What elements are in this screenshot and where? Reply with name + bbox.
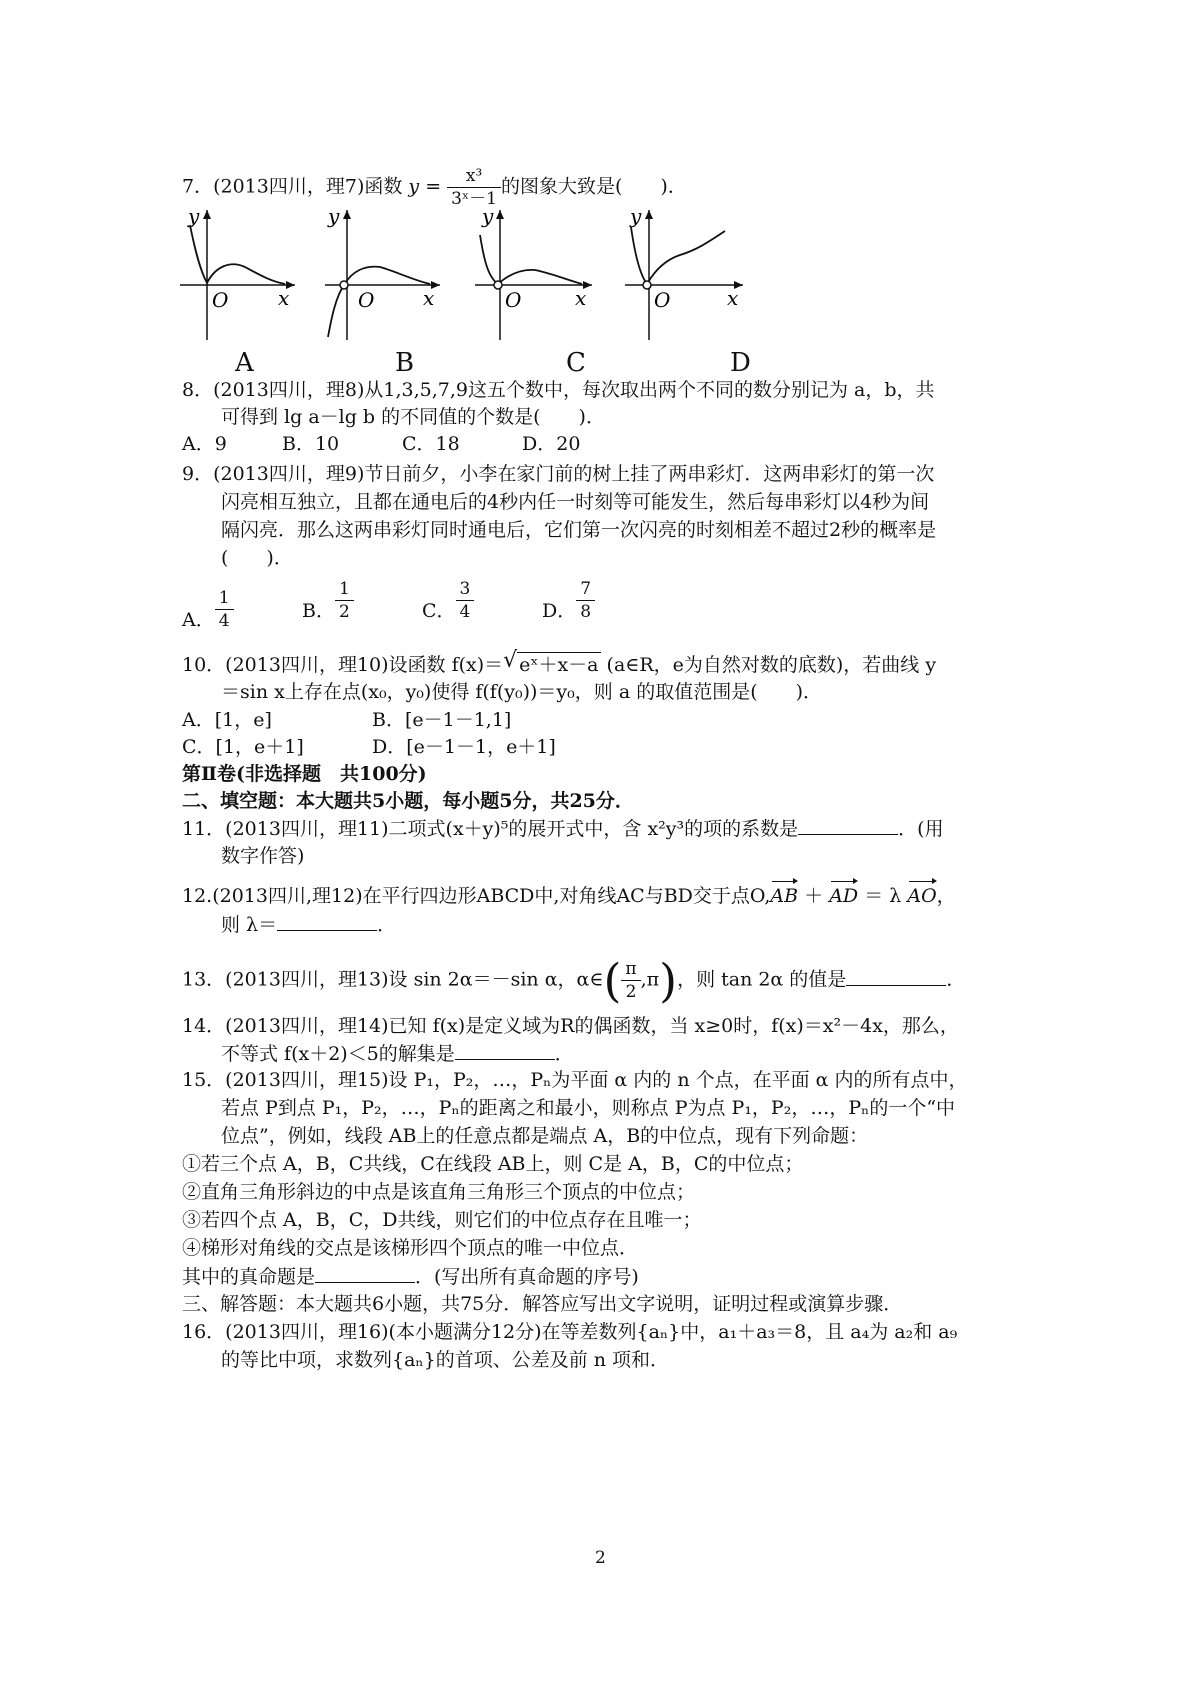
q8-option-a: A．9 <box>182 433 227 455</box>
q15-blank[interactable] <box>315 1264 415 1283</box>
part3-section: 三、解答题：本大题共6小题，共75分．解答应写出文字说明，证明过程或演算步骤． <box>182 1293 903 1315</box>
q9-option-b: B． $\frac{1}{2}$ <box>302 578 354 623</box>
q10-sqrt: √ eˣ＋x－a <box>503 648 599 676</box>
q15-item-3: ③若四个点 A，B，C，D共线，则它们的中位点存在且唯一； <box>182 1209 702 1231</box>
q15-item-2: ②直角三角形斜边的中点是该直角三角形三个顶点的中位点； <box>182 1181 696 1203</box>
q10-option-d: D．[e－1－1，e＋1] <box>372 736 556 758</box>
q15-line3: 位点”，例如，线段 AB上的任意点都是端点 A，B的中位点，现有下列命题： <box>221 1125 869 1147</box>
q9-line4: ( )． <box>221 547 293 569</box>
q14-line2: 不等式 f(x＋2)＜5的解集是 ． <box>221 1043 574 1065</box>
q16-line2: 的等比中项，求数列{aₙ}的首项、公差及前 n 项和． <box>221 1349 670 1371</box>
vector-ao: AO <box>907 885 937 907</box>
graph-c <box>475 205 592 340</box>
graph-c-y-label: y <box>482 205 494 228</box>
graph-d-origin: O <box>654 288 671 312</box>
q7-frac-den: 3ˣ－1 <box>451 189 497 209</box>
q9-line1: 9．(2013四川，理9)节日前夕，小李在家门前的树上挂了两串彩灯．这两串彩灯的第一次 <box>182 463 935 485</box>
q9-option-c: C． $\frac{3}{4}$ <box>422 578 474 623</box>
q10-line1: 10．(2013四川，理10)设函数 f(x)＝ √ eˣ＋x－a (a∈R，e为自然对数的底数)，若曲线 y <box>182 648 937 676</box>
graph-b-origin: O <box>358 288 375 312</box>
q13-line: 13．(2013四川，理13)设 sin 2α＝－sin α，α∈( $\frac{\pi}{2}$ ,π)，则 tan 2α 的值是 ． <box>182 953 966 1008</box>
q8-option-b: B．10 <box>282 433 340 455</box>
graph-a-x-label: x <box>278 286 290 310</box>
q10-option-a: A．[1，e] <box>182 709 272 731</box>
page-number: 2 <box>595 1548 606 1568</box>
q8-option-d: D．20 <box>522 433 581 455</box>
graph-d-y-label: y <box>630 205 642 228</box>
q9-option-d: D． $\frac{7}{8}$ <box>542 578 595 623</box>
q7-func-lhs: y <box>408 175 420 198</box>
graph-a <box>180 205 295 340</box>
graph-a-origin: O <box>212 288 229 312</box>
q15-line1: 15．(2013四川，理15)设 P₁，P₂，…，Pₙ为平面 α 内的 n 个点，在平面 α 内的所有点中， <box>182 1069 968 1091</box>
q8-line1: 8．(2013四川，理8)从1,3,5,7,9这五个数中，每次取出两个不同的数分别记为 a，b，共 <box>182 379 935 401</box>
q7-text-a: 函数 <box>364 175 409 198</box>
q8-line2: 可得到 lg a－lg b 的不同值的个数是( )． <box>221 406 605 428</box>
graph-b-y-label: y <box>328 205 340 228</box>
q12-blank[interactable] <box>277 912 377 931</box>
q15-conclusion: 其中的真命题是 ．(写出所有真命题的序号) <box>182 1266 639 1288</box>
graph-a-y-label: y <box>188 205 200 228</box>
q15-line2: 若点 P到点 P₁，P₂，…，Pₙ的距离之和最小，则称点 P为点 P₁，P₂，…，Pₙ的一个“中 <box>221 1097 956 1119</box>
graph-d <box>625 205 743 340</box>
vector-ad: AD <box>829 885 859 907</box>
q10-line2: ＝sin x上存在点(x₀，y₀)使得 f(f(y₀))＝y₀，则 a 的取值范围是( )． <box>221 681 823 703</box>
q10-option-b: B．[e－1－1,1] <box>372 709 512 731</box>
graph-b-label: B <box>395 348 415 378</box>
q11-blank[interactable] <box>798 816 898 835</box>
graph-c-origin: O <box>505 288 522 312</box>
graph-c-label: C <box>566 348 586 378</box>
q9-option-a: A． $\frac{1}{4}$ <box>182 578 234 632</box>
q11-line2: 数字作答) <box>221 845 305 867</box>
q7-text-b: 的图象大致是( )． <box>501 175 687 198</box>
q16-line1: 16．(2013四川，理16)(本小题满分12分)在等差数列{aₙ}中，a₁＋a₃＝8，且 a₄为 a₂和 a₉ <box>182 1321 958 1343</box>
q15-item-4: ④梯形对角线的交点是该梯形四个顶点的唯一中位点． <box>182 1237 639 1259</box>
graph-b <box>325 205 440 340</box>
q9-line2: 闪亮相互独立，且都在通电后的4秒内任一时刻等可能发生，然后每串彩灯以4秒为间 <box>221 491 930 513</box>
q15-item-1: ①若三个点 A，B，C共线，C在线段 AB上，则 C是 A，B，C的中位点； <box>182 1153 804 1175</box>
vector-ab: AB <box>770 885 799 907</box>
q8-option-c: C．18 <box>402 433 460 455</box>
q13-fraction: $\frac{\pi}{2}$ <box>621 958 640 1003</box>
q13-blank[interactable] <box>846 967 946 986</box>
part2-section: 二、填空题：本大题共5小题，每小题5分，共25分． <box>182 790 634 812</box>
graph-b-x-label: x <box>423 286 435 310</box>
q7-number: 7． <box>182 175 214 198</box>
q14-blank[interactable] <box>455 1041 555 1060</box>
part2-title: 第Ⅱ卷(非选择题 共100分) <box>182 763 427 785</box>
q10-option-c: C．[1，e＋1] <box>182 736 304 758</box>
graph-d-label: D <box>730 348 751 378</box>
graph-c-x-label: x <box>575 286 587 310</box>
q7-graphs <box>170 205 830 345</box>
q14-line1: 14．(2013四川，理14)已知 f(x)是定义域为R的偶函数，当 x≥0时，f(x)＝x²－4x，那么， <box>182 1015 959 1037</box>
q9-line3: 隔闪亮．那么这两串彩灯同时通电后，它们第一次闪亮的时刻相差不超过2秒的概率是 <box>221 519 937 541</box>
q7-source: (2013四川，理7) <box>213 175 365 198</box>
q12-line2: 则 λ＝ ． <box>221 914 397 936</box>
graph-a-label: A <box>235 348 254 378</box>
question-7: 7．(2013四川，理7)函数 y = $\frac{\text{x³}}{\text{3ˣ－1}}$ 的图象大致是( )． <box>182 166 687 209</box>
q7-frac-num: x³ <box>447 165 501 188</box>
q11-line1: 11．(2013四川，理11)二项式(x＋y)⁵的展开式中，含 x²y³的项的系数是 ．(用 <box>182 818 944 840</box>
graph-d-x-label: x <box>727 286 739 310</box>
q12-line1: 12.(2013四川,理12)在平行四边形ABCD中,对角线AC与BD交于点O,AB ＋ AD ＝ λ AO， <box>182 885 956 907</box>
q7-fraction <box>447 165 501 210</box>
